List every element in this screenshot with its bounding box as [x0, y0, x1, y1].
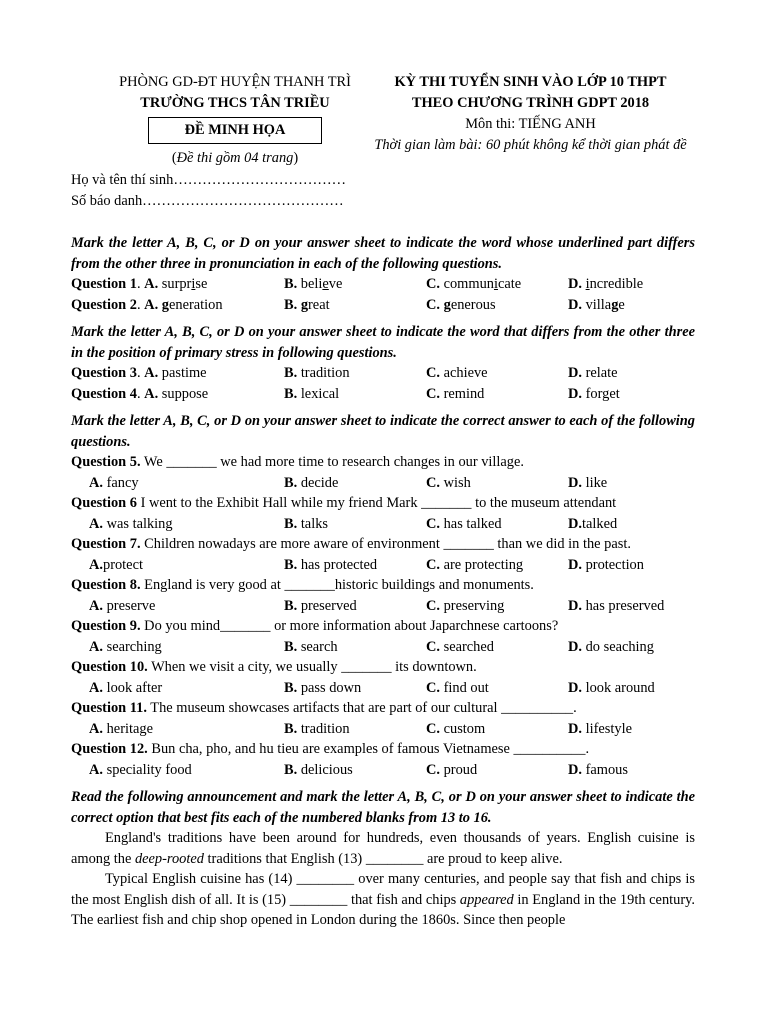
school-name: TRƯỜNG THCS TÂN TRIỀU [140, 95, 330, 111]
option-d: D.talked [568, 515, 618, 532]
question-list [71, 452, 695, 780]
option-d: D. do seaching [568, 638, 654, 655]
question-2: Question 2. A. generation B. great C. generous D. village [71, 296, 625, 313]
section4-instruction: Read the following announcement and mark the letter A, B, C, or D on your answer sheet to indicate the correct option that best fits each of the numbered blanks from 13 to 16. [71, 789, 695, 826]
exam-time: Thời gian làm bài: 60 phút không kể thời gian phát đề [374, 137, 687, 153]
option-a: A. searching [89, 638, 162, 655]
student-info [71, 170, 346, 212]
question-stem: Question 5. We _______ we had more time to research changes in our village. [71, 454, 524, 470]
question-options [71, 760, 695, 781]
question-options [71, 555, 695, 576]
question-options [71, 678, 695, 699]
option-b: B. preserved [284, 597, 357, 614]
option-c: C. custom [426, 720, 486, 737]
student-id-line: Số báo danh…………………………………… [71, 193, 344, 209]
section2-instruction: Mark the letter A, B, C, or D on your answer sheet to indicate the word that differs from the other three in the position of primary stress in following questions. [71, 324, 695, 361]
question-options [71, 637, 695, 658]
option-a: A. preserve [89, 597, 156, 614]
option-b: B. search [284, 638, 338, 655]
option-a: A. look after [89, 679, 163, 696]
option-b: B. tradition [284, 720, 350, 737]
question-stem: Question 11. The museum showcases artifacts that are part of our cultural __________. [71, 700, 577, 716]
question-stem: Question 6 I went to the Exhibit Hall while my friend Mark _______ to the museum attendant [71, 495, 617, 511]
option-c: C. are protecting [426, 556, 524, 573]
option-b: B. decide [284, 474, 339, 491]
question-4: Question 4. A. suppose B. lexical C. remind D. forget [71, 385, 620, 402]
question-options [71, 473, 695, 494]
question-stem: Question 7. Children nowadays are more aware of environment _______ than we did in the past. [71, 536, 631, 552]
student-name-line: Họ và tên thí sinh……………………………… [71, 172, 347, 188]
exam-title: KỲ THI TUYỂN SINH VÀO LỚP 10 THPT [394, 74, 667, 90]
question-3: Question 3. A. pastime B. tradition C. achieve D. relate [71, 365, 618, 381]
option-a: A. speciality food [89, 761, 192, 778]
option-c: C. searched [426, 638, 494, 655]
question-stem: Question 10. When we visit a city, we usually _______ its downtown. [71, 659, 477, 675]
passage-paragraph-2: Typical English cuisine has (14) ________ over many centuries, and people say that fish and chips is the most English dish of all. It is (15) ________ that fish and chips appeared in England in the 19th century. The earliest fish and chip shop opened in London during the 1860s. Since then people [71, 871, 695, 928]
section3-instruction: Mark the letter A, B, C, or D on your answer sheet to indicate the correct answer to each of the following questions. [71, 413, 695, 450]
school-header [70, 72, 400, 169]
option-d: D. has preserved [568, 597, 665, 614]
option-a: A. fancy [89, 474, 139, 491]
question-1: Question 1. A. surprise B. believe C. communicate D. incredible [71, 276, 644, 292]
option-a: A. heritage [89, 720, 153, 737]
option-a: A. was talking [89, 515, 173, 532]
question-options [71, 514, 695, 535]
option-d: D. protection [568, 556, 644, 573]
option-b: B. talks [284, 515, 328, 532]
passage-paragraph-1: England's traditions have been around for hundreds, even thousands of years. English cuisine is among the deep-rooted traditions that English (13) ________ are proud to keep alive. [71, 830, 695, 867]
option-b: B. has protected [284, 556, 378, 573]
question-stem: Question 12. Bun cha, pho, and hu tieu are examples of famous Vietnamese __________. [71, 741, 590, 757]
question-stem: Question 9. Do you mind_______ or more information about Japarchnese cartoons? [71, 618, 559, 634]
option-d: D. look around [568, 679, 655, 696]
department-name: PHÒNG GD-ĐT HUYỆN THANH TRÌ [119, 74, 351, 90]
option-c: C. find out [426, 679, 489, 696]
exam-header [358, 72, 703, 156]
page-count-note: (Đề thi gồm 04 trang) [171, 150, 299, 166]
section1-instruction: Mark the letter A, B, C, or D on your answer sheet to indicate the word whose underlined part differs from the other three in pronunciation in each of the following questions. [71, 235, 695, 272]
option-a: A.protect [89, 556, 143, 573]
question-options [71, 596, 695, 617]
exam-type-box: ĐỀ MINH HỌA [148, 117, 322, 144]
option-b: B. delicious [284, 761, 353, 778]
question-options [71, 719, 695, 740]
option-c: C. proud [426, 761, 478, 778]
question-stem: Question 8. England is very good at _______historic buildings and monuments. [71, 577, 534, 593]
exam-content [71, 226, 695, 931]
option-c: C. has talked [426, 515, 502, 532]
exam-program: THEO CHƯƠNG TRÌNH GDPT 2018 [411, 95, 650, 111]
option-d: D. famous [568, 761, 628, 778]
option-c: C. preserving [426, 597, 505, 614]
option-d: D. like [568, 474, 608, 491]
option-d: D. lifestyle [568, 720, 632, 737]
option-c: C. wish [426, 474, 471, 491]
exam-subject: Môn thi: TIẾNG ANH [465, 116, 596, 132]
option-b: B. pass down [284, 679, 362, 696]
